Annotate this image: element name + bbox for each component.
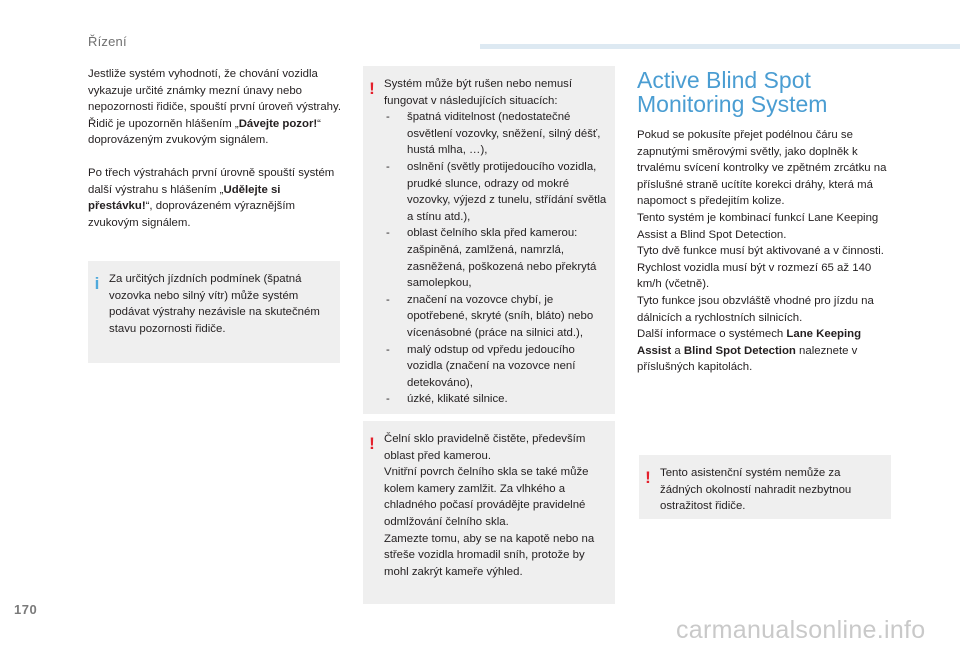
message-take-a-break: Udělejte si přestávku!: [88, 183, 281, 213]
info-box-text: Za určitých jízdních podmínek (špatná vozovka nebo silný vítr) může systém podávat výstrahy nezávisle na skutečném stavu pozornosti řidiče.: [109, 273, 320, 335]
section-heading: Active Blind Spot Monitoring System: [637, 67, 828, 117]
header-accent-bar: [480, 44, 960, 49]
info-icon: i: [94, 274, 100, 293]
list-item: - značení na vozovce chybí, je opotřebené, skryté (sníh, bláto) nebo vícenásobné (práce na silnici atd.),: [384, 292, 607, 342]
page-number: 170: [14, 602, 38, 617]
warning-box-limitations: [363, 66, 615, 414]
windscreen-text-2: Vnitřní povrch čelního skla se také může kolem kamery zamlžit. Za vlhkého a chladného počasí provádějte pravidelné odmlžování čelního skla.: [384, 466, 589, 528]
warning-box-windscreen: [363, 421, 615, 604]
section-title: Řízení: [88, 34, 127, 49]
warning-icon: !: [369, 79, 375, 98]
vigilance-text: Tento asistenční systém nemůže za žádných okolností nahradit nezbytnou ostražitost řidiče.: [660, 467, 852, 513]
windscreen-text-3: Zamezte tomu, aby se na kapotě nebo na střeše vozidla hromadil sníh, protože by mohl zakrýt kameře výhled.: [384, 532, 595, 578]
warning-icon: !: [369, 434, 375, 453]
watermark: carmanualsonline.info: [676, 616, 926, 644]
list-item: - úzké, klikaté silnice.: [384, 391, 607, 408]
info-box: [88, 261, 340, 363]
list-item: - špatná viditelnost (nedostatečné osvětlení vozovky, sněžení, silný déšť, hustá mlha, …),: [384, 109, 607, 159]
warning-intro: Systém může být rušen nebo nemusí fungovat v následujících situacích:: [384, 78, 573, 107]
list-item: - malý odstup od vpředu jedoucího vozidla (značení na vozovce není detekováno),: [384, 342, 607, 392]
message-pay-attention: Dávejte pozor!: [238, 117, 318, 130]
description-text: Pokud se pokusíte přejet podélnou čáru se zapnutými směrovými světly, jako doplněk k trvalému svícení kontrolky ve zpětném zrcátku na příslušné straně ucítíte korekci dráhy, která má napomoct s předejitím kolize. Tento systém je kombinací funkcí Lane Keeping Assist a Blind Spot Detection. Tyto dvě funkce musí být aktivované a v činnosti. Rychlost vozidla musí být v rozmezí 65 až 140 km/h (včetně). Tyto funkce jsou obzvláště vhodné pro jízdu na dálnicích a rychlostních silnicích. Další informace o systémech Lane Keeping Assist a Blind Spot Detection naleznete v příslušných kapitolách.: [637, 129, 887, 374]
paragraph-fatigue-warning: Jestliže systém vyhodnotí, že chování vozidla vykazuje určité známky mezní únavy nebo nepozornosti řidiče, spouští první úroveň výstrahy. Řidič je upozorněn hlášením „Dávejte pozor!“ doprovázeným zvukovým signálem.: [88, 68, 342, 147]
warning-icon: !: [645, 468, 651, 487]
paragraph-break-warning: Po třech výstrahách první úrovně spouští systém další výstrahu s hlášením „Udělejte si přestávku!“, doprovázeném výraznějším zvukovým signálem.: [88, 166, 335, 229]
warning-box-vigilance: [639, 455, 891, 519]
left-column: [88, 66, 344, 231]
list-item: - oblast čelního skla před kamerou: zašpiněná, zamlžená, namrzlá, zasněžená, poškozená nebo překrytá samolepkou,: [384, 225, 607, 291]
right-column: [637, 127, 897, 376]
windscreen-text-1: Čelní sklo pravidelně čistěte, především oblast před kamerou.: [384, 433, 586, 462]
limitations-list: [384, 109, 607, 408]
list-item: - oslnění (světly protijedoucího vozidla, prudké slunce, odrazy od mokré vozovky, výjezd z tunelu, střídání světla a stínu atd.),: [384, 159, 607, 225]
